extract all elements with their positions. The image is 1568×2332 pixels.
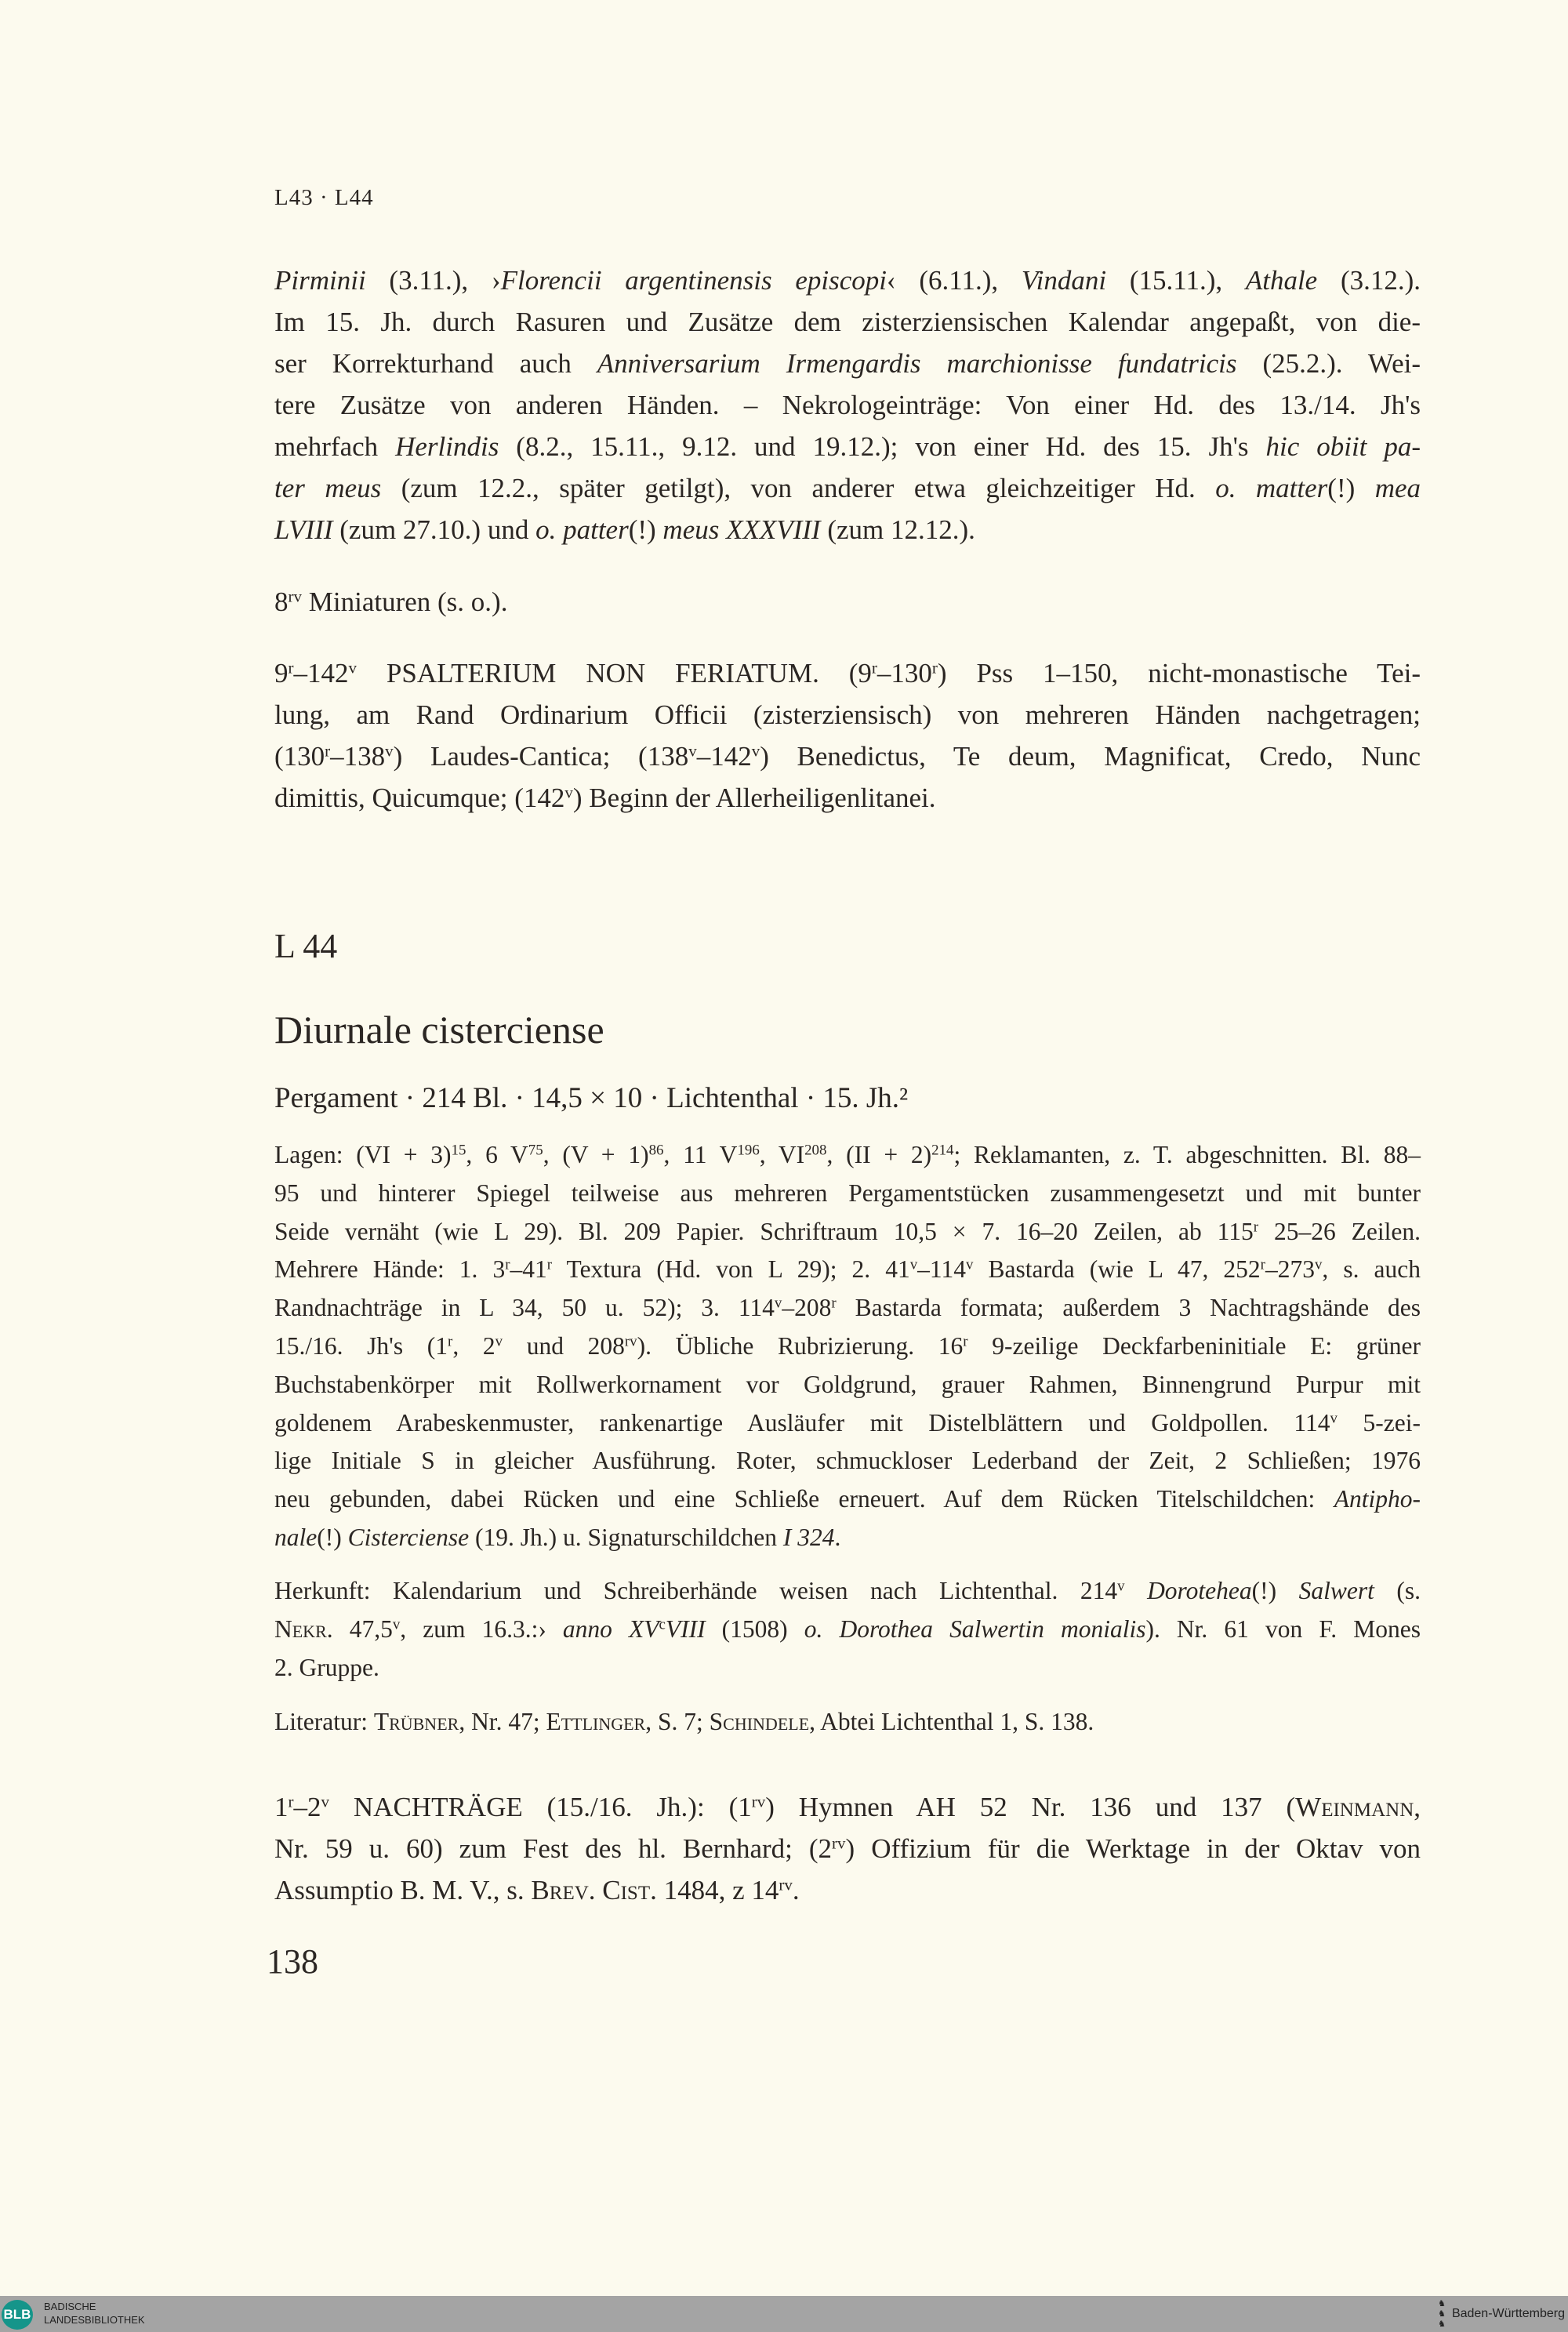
superscript: r: [448, 1333, 453, 1350]
text-run: (1508): [705, 1615, 804, 1643]
italic-run: o. patter: [535, 514, 629, 545]
text-run: Assumptio B. M. V., s.: [274, 1875, 532, 1905]
superscript: r: [1253, 1219, 1259, 1236]
text-run: (130: [274, 741, 325, 772]
state-name: Baden-Württemberg: [1451, 2307, 1565, 2320]
italic-run: anno XV: [562, 1615, 659, 1643]
running-header: L43 · L44: [274, 185, 374, 210]
small-caps-run: Schindele: [709, 1708, 810, 1735]
superscript: v: [348, 658, 357, 677]
text-run: (!): [1251, 1577, 1299, 1604]
text-line: [274, 1404, 1421, 1443]
superscript: r: [325, 741, 331, 761]
superscript: rv: [751, 1792, 766, 1811]
superscript: v: [564, 783, 573, 802]
text-line: [274, 652, 1421, 694]
text-line: [274, 1136, 1421, 1175]
superscript: r: [963, 1333, 968, 1350]
italic-run: Vindani: [1021, 265, 1107, 296]
text-run: 1484, z 14: [656, 1875, 779, 1905]
text-line: [274, 1289, 1421, 1328]
library-name[interactable]: [44, 2300, 145, 2327]
text-run: ) Offizium für die Werktage in der Oktav von: [845, 1833, 1421, 1864]
text-run: mehrfach: [274, 431, 396, 462]
italic-run: o. matter: [1215, 473, 1328, 503]
text-run: –273: [1265, 1255, 1315, 1284]
herkunft-paragraph: [274, 1572, 1421, 1687]
superscript: rv: [624, 1333, 637, 1350]
italic-run: VIII: [665, 1615, 706, 1643]
text-run: –2: [293, 1792, 321, 1822]
text-line: [274, 1611, 1421, 1649]
text-run: NACHTRÄGE (15./16. Jh.): (1: [329, 1792, 752, 1822]
superscript: v: [909, 1257, 918, 1273]
text-run: tere Zusätze von anderen Händen. – Nekrologeinträge: Von einer Hd. des 13./14. Jh's: [274, 390, 1421, 420]
small-caps-run: Nekr.: [274, 1615, 333, 1643]
text-run: lige Initiale S in gleicher Ausführung. Roter, schmuckloser Lederband der Zeit, 2 Schließen; 1976: [274, 1447, 1421, 1475]
text-run: Bastarda (wie L 47, 252: [973, 1255, 1261, 1284]
text-run: Lagen: (VI + 3): [274, 1141, 452, 1168]
text-line: [274, 1572, 1421, 1611]
text-run: ). Nr. 61 von F. Mones: [1145, 1615, 1421, 1643]
superscript: rv: [832, 1833, 846, 1853]
text-run: Buchstabenkörper mit Rollwerkornament vor Goldgrund, grauer Rahmen, Binnengrund Purpur mit: [274, 1370, 1421, 1398]
psalterium-paragraph: [274, 652, 1421, 819]
text-line: [274, 1442, 1421, 1480]
superscript: rv: [288, 587, 302, 606]
text-run: 9: [274, 658, 289, 688]
text-run: , Abtei Lichtenthal 1, S. 138.: [809, 1708, 1094, 1735]
text-line: [274, 1649, 1421, 1687]
text-run: (3.11.), ›: [365, 265, 501, 296]
text-run: ,: [1414, 1792, 1421, 1822]
text-run: Literatur:: [274, 1708, 374, 1735]
italic-run: hic obiit pa-: [1265, 431, 1421, 462]
entry-title: Diurnale cisterciense: [274, 1008, 604, 1052]
miniatures-paragraph: [274, 581, 1421, 623]
superscript: v: [774, 1295, 782, 1312]
small-caps-run: Ettlinger: [546, 1708, 646, 1735]
superscript: r: [931, 658, 938, 677]
text-run: .: [834, 1523, 841, 1551]
italic-run: LVIII: [274, 514, 333, 545]
superscript: v: [495, 1333, 503, 1350]
text-run: , 2: [452, 1331, 495, 1360]
text-run: 1: [274, 1792, 289, 1822]
text-run: ‹ (6.11.),: [886, 265, 1022, 296]
superscript: 208: [804, 1142, 827, 1159]
text-run: –114: [917, 1255, 966, 1284]
text-run: und 208: [503, 1331, 625, 1360]
text-line: [274, 343, 1421, 384]
library-name-line2: LANDESBIBLIOTHEK: [44, 2314, 145, 2326]
text-run: (zum 27.10.) und: [332, 514, 536, 545]
superscript: 15: [451, 1142, 466, 1159]
text-line: [274, 301, 1421, 343]
text-run: 15./16. Jh's (1: [274, 1331, 448, 1360]
lagen-paragraph: [274, 1136, 1421, 1557]
text-line: [274, 1703, 1421, 1742]
text-run: , zum 16.3.:›: [400, 1615, 563, 1643]
text-run: ) Benedictus, Te deum, Magnificat, Credo, Nunc: [760, 741, 1421, 772]
text-run: –41: [510, 1255, 547, 1284]
italic-run: mea: [1374, 473, 1421, 503]
text-run: , (II + 2): [826, 1141, 932, 1168]
footer-bar: [0, 2296, 1568, 2332]
superscript: r: [546, 1257, 553, 1273]
italic-run: Anniversarium Irmengardis marchionisse fundatricis: [597, 348, 1237, 379]
text-line: [274, 1366, 1421, 1404]
text-line: [274, 1328, 1421, 1366]
superscript: c: [659, 1616, 666, 1633]
calendar-paragraph: [274, 260, 1421, 550]
text-run: 25–26 Zeilen.: [1258, 1217, 1421, 1245]
superscript: r: [505, 1257, 510, 1273]
text-line: [274, 1213, 1421, 1251]
nachtraege-paragraph: [274, 1786, 1421, 1911]
text-line: [274, 260, 1421, 301]
lions-icon: ♞ ♞ ♞: [1438, 2298, 1446, 2329]
text-run: Mehrere Hände: 1. 3: [274, 1255, 506, 1284]
superscript: v: [385, 741, 394, 761]
entry-subtitle: Pergament · 214 Bl. · 14,5 × 10 · Lichtenthal · 15. Jh.²: [274, 1082, 909, 1114]
italic-run: I 324: [782, 1523, 835, 1551]
superscript: v: [751, 741, 760, 761]
superscript: 75: [528, 1142, 543, 1159]
text-run: Seide vernäht (wie L 29). Bl. 209 Papier. Schriftraum 10,5 × 7. 16–20 Zeilen, ab 115: [274, 1217, 1254, 1245]
superscript: v: [321, 1792, 329, 1811]
text-run: –142: [696, 741, 752, 772]
text-line: [274, 426, 1421, 467]
text-run: 5-zei-: [1337, 1408, 1421, 1437]
text-run: –138: [330, 741, 386, 772]
superscript: rv: [779, 1875, 793, 1894]
text-run: ). Übliche Rubrizierung. 16: [637, 1331, 964, 1360]
text-line: [274, 694, 1421, 736]
text-run: , VI: [759, 1141, 805, 1168]
italic-run: Cistercienѕe: [347, 1523, 470, 1551]
text-line: [274, 1480, 1421, 1519]
text-run: [1125, 1577, 1148, 1604]
state-logo[interactable]: [1438, 2298, 1565, 2330]
text-run: (!): [628, 514, 663, 545]
text-run: lung, am Rand Ordinarium Officii (zisterziensisch) von mehreren Händen nachgetragen;: [274, 699, 1421, 730]
text-run: , (V + 1): [543, 1141, 649, 1168]
text-run: goldenem Arabeskenmuster, rankenartige Ausläufer mit Distelblättern und Goldpollen. 114: [274, 1408, 1330, 1437]
text-run: (s.: [1374, 1577, 1421, 1604]
superscript: 86: [648, 1142, 664, 1159]
text-run: (8.2., 15.11., 9.12. und 19.12.); von einer Hd. des 15. Jh's: [499, 431, 1266, 462]
superscript: r: [871, 658, 877, 677]
text-line: [274, 467, 1421, 509]
text-run: (!): [317, 1523, 348, 1551]
text-run: .: [792, 1875, 800, 1905]
text-run: Nr. 59 u. 60) zum Fest des hl. Bernhard; (2: [274, 1833, 833, 1864]
text-run: ) Pss 1–150, nicht-monastische Tei-: [937, 658, 1421, 688]
text-line: [274, 1519, 1421, 1557]
italic-run: Pirminii: [274, 265, 366, 296]
text-line: [274, 581, 1421, 623]
small-caps-run: Brev. Cist.: [531, 1875, 657, 1905]
superscript: v: [1314, 1257, 1323, 1273]
text-run: ) Hymnen AH 52 Nr. 136 und 137 (: [765, 1792, 1296, 1822]
text-run: (25.2.). Wei-: [1236, 348, 1421, 379]
italic-run: Athale: [1245, 265, 1318, 296]
text-run: Herkunft: Kalendarium und Schreiberhände weisen nach Lichtenthal. 214: [274, 1577, 1118, 1604]
text-line: [274, 736, 1421, 777]
text-run: 47,5: [332, 1615, 393, 1643]
text-line: [274, 1175, 1421, 1213]
text-run: , Nr. 47;: [459, 1708, 546, 1735]
text-run: Im 15. Jh. durch Rasuren und Zusätze dem zisterziensischen Kalendar angepaßt, von die-: [274, 307, 1421, 337]
text-run: Randnachträge in L 34, 50 u. 52); 3. 114: [274, 1294, 775, 1322]
text-line: [274, 777, 1421, 819]
literatur-paragraph: [274, 1703, 1421, 1742]
superscript: r: [1260, 1257, 1265, 1273]
text-run: , S. 7;: [645, 1708, 710, 1735]
text-run: –130: [877, 658, 932, 688]
superscript: v: [1117, 1578, 1125, 1595]
text-run: Miniaturen (s. o.).: [302, 587, 508, 617]
text-run: –142: [293, 658, 349, 688]
text-run: –208: [782, 1294, 832, 1322]
superscript: v: [966, 1257, 974, 1273]
text-run: dimittis, Quicumque; (142: [274, 783, 565, 813]
superscript: 196: [737, 1142, 760, 1159]
text-line: [274, 509, 1421, 550]
text-run: , 11 V: [663, 1141, 738, 1168]
text-run: neu gebunden, dabei Rücken und eine Schließe erneuert. Auf dem Rücken Titelschildchen:: [274, 1485, 1334, 1513]
italic-run: Herlindis: [395, 431, 499, 462]
small-caps-run: Weinmann: [1295, 1792, 1414, 1822]
text-run: (!): [1327, 473, 1375, 503]
italic-run: Salwert: [1298, 1577, 1374, 1604]
text-run: 95 und hinterer Spiegel teilweise aus mehreren Pergamentstücken zusammengesetzt und mit bunter: [274, 1179, 1421, 1207]
text-run: , 6 V: [466, 1141, 528, 1168]
text-line: [274, 1828, 1421, 1869]
italic-run: o. Dorothea Salwertin monialis: [804, 1615, 1146, 1643]
text-run: (15.11.),: [1106, 265, 1246, 296]
text-run: , s. auch: [1322, 1255, 1421, 1284]
text-line: [274, 384, 1421, 426]
small-caps-run: Trübner: [373, 1708, 459, 1735]
superscript: r: [288, 1792, 294, 1811]
italic-run: meus XXXVIII: [662, 514, 821, 545]
superscript: v: [1330, 1410, 1338, 1427]
italic-run: nale: [274, 1523, 318, 1551]
text-run: Textura (Hd. von L 29); 2. 41: [552, 1255, 910, 1284]
text-run: (3.12.).: [1317, 265, 1421, 296]
text-line: [274, 1786, 1421, 1828]
text-run: (zum 12.12.).: [820, 514, 975, 545]
text-run: ; Reklamanten, z. T. abgeschnitten. Bl. 88–: [953, 1141, 1421, 1168]
superscript: v: [688, 741, 697, 761]
text-line: [274, 1251, 1421, 1289]
text-run: 9-zeilige Deckfarbeninitiale E: grüner: [967, 1331, 1421, 1360]
italic-run: Dorotehea: [1147, 1577, 1252, 1604]
superscript: r: [831, 1295, 837, 1312]
text-run: Bastarda formata; außerdem 3 Nachtragshände des: [836, 1294, 1421, 1322]
text-run: (zum 12.2., später getilgt), von anderer etwa gleichzeitiger Hd.: [381, 473, 1216, 503]
entry-number: L 44: [274, 927, 338, 965]
text-run: 2. Gruppe.: [274, 1653, 379, 1681]
italic-run: Antipho-: [1334, 1485, 1421, 1513]
text-run: (19. Jh.) u. Signaturschildchen: [469, 1523, 783, 1551]
italic-run: ter meus: [274, 473, 382, 503]
text-run: PSALTERIUM NON FERIATUM. (9: [357, 658, 872, 688]
superscript: r: [288, 658, 294, 677]
library-name-line1: BADISCHE: [44, 2301, 96, 2312]
text-run: ) Laudes-Cantica; (138: [393, 741, 689, 772]
blb-logo-icon[interactable]: BLB: [2, 2300, 33, 2330]
text-run: ) Beginn der Allerheiligenlitanei.: [572, 783, 936, 813]
text-run: ser Korrekturhand auch: [274, 348, 597, 379]
page-number: 138: [267, 1942, 318, 1981]
italic-run: Florencii argentinensis episcopi: [500, 265, 887, 296]
superscript: 214: [931, 1142, 954, 1159]
text-run: 8: [274, 587, 289, 617]
text-line: [274, 1869, 1421, 1911]
superscript: v: [392, 1616, 401, 1633]
